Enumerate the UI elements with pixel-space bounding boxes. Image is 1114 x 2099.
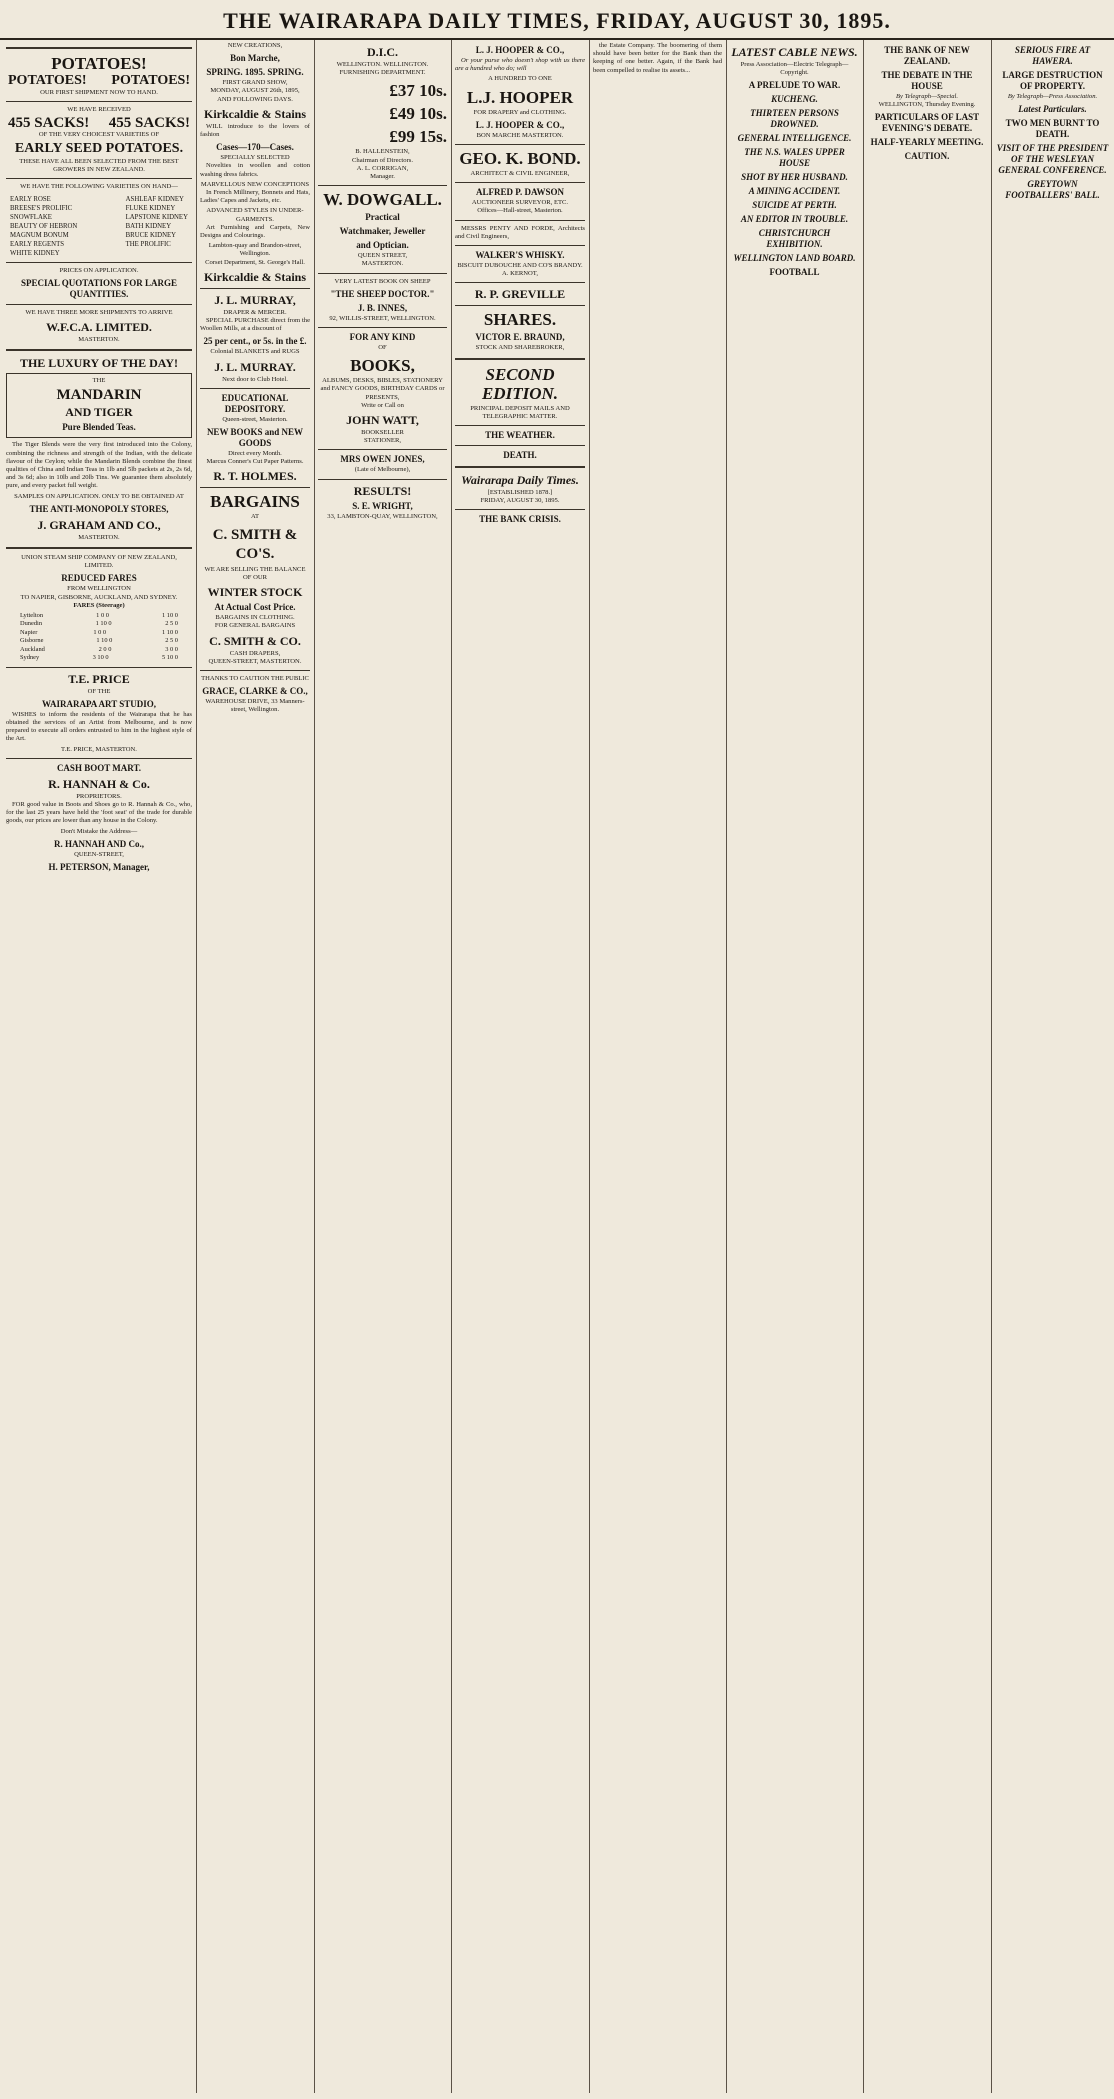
educational: EDUCATIONAL DEPOSITORY. <box>221 392 289 414</box>
wfca-town: MASTERTON. <box>78 336 120 344</box>
fare-port: Gisborne <box>20 637 44 645</box>
column-2 <box>200 42 310 2092</box>
winter: WINTER STOCK <box>207 585 303 600</box>
variety-item: FLUKE KIDNEY <box>125 204 176 212</box>
cashboot: CASH BOOT MART. <box>56 762 142 773</box>
sacks-left: 455 SACKS! <box>8 114 90 131</box>
new-creations: NEW CREATIONS, <box>227 42 283 49</box>
fare-row <box>20 620 178 628</box>
dowgall: W. DOWGALL. <box>323 190 442 210</box>
samples: SAMPLES ON APPLICATION. ONLY TO BE OBTAINED AT <box>14 492 184 500</box>
column-5 <box>593 42 722 2092</box>
sacks-right: 455 SACKS! <box>108 114 190 131</box>
suicide: SUICIDE AT PERTH. <box>752 200 837 211</box>
price-title: T.E. PRICE <box>68 671 130 686</box>
thirteen: THIRTEEN PERSONS DROWNED. <box>750 108 839 130</box>
general: GENERAL INTELLIGENCE. <box>737 133 852 144</box>
prices: PRICES ON APPLICATION. <box>59 266 139 274</box>
choicest: OF THE VERY CHOICEST VARIETIES OF <box>38 130 160 138</box>
queen: QUEEN STREET, <box>357 252 408 260</box>
dic-wel: WELLINGTON. WELLINGTON. <box>336 61 429 68</box>
greytown: GREYTOWN FOOTBALLERS' BALL. <box>1005 179 1100 201</box>
tiger-name: AND TIGER <box>65 405 133 420</box>
weather: THE WEATHER. <box>485 430 555 441</box>
fare-port: Auckland <box>20 645 45 653</box>
queen2: QUEEN-STREET, MASTERTON. <box>208 657 302 665</box>
leather: VERY LATEST BOOK ON SHEEP <box>334 277 431 285</box>
bon-marche: Bon Marche, <box>230 53 280 64</box>
fare-row <box>20 646 178 654</box>
fares-to: TO NAPIER, GISBORNE, AUCKLAND, AND SYDNEY. <box>20 593 178 601</box>
dic-head: D.I.C. <box>366 45 398 59</box>
fare-return: 5 10 0 <box>162 654 178 662</box>
dic-99: £99 15s. <box>389 127 447 147</box>
selling: WE ARE SELLING THE BALANCE OF OUR <box>204 565 306 581</box>
column-1 <box>6 42 192 2092</box>
antimono: THE ANTI-MONOPOLY STORES, <box>29 503 169 514</box>
price-studio: WAIRARAPA ART STUDIO, <box>41 698 157 709</box>
architect: ARCHITECT & CIVIL ENGINEER, <box>470 170 570 178</box>
novelties: Novelties in woollen and cotton washing dress fabrics. <box>200 162 310 178</box>
csmith2: C. SMITH & CO. <box>209 633 301 648</box>
fare-single: 1 10 0 <box>96 637 113 645</box>
fare-return: 1 10 0 <box>162 612 178 620</box>
biscuit: BISCUIT DUBOUCHE AND CO'S BRANDY. <box>457 262 583 270</box>
bank-crisis: THE BANK CRISIS. <box>479 514 561 525</box>
hooper-text: Or your purse who doesn't shop with us there are a hundred who do; will <box>455 57 585 73</box>
walkers: WALKER'S WHISKY. <box>475 250 565 261</box>
price-text: WISHES to inform the residents of the Wairarapa that he has obtained the services of an Artist from Melbourne, and is now prepared to execute all orders entrusted to him in the highest style of the Art. <box>6 710 192 743</box>
variety-item: ASHLEAF KIDNEY <box>125 195 184 203</box>
write: Write or Call on <box>361 401 404 409</box>
fare-return: 2 5 0 <box>165 620 178 628</box>
selected: SPECIALLY SELECTED <box>220 154 290 162</box>
greville: R. P. GREVILLE <box>474 287 566 302</box>
kirk-text: WILL introduce to the lovers of fashion <box>200 122 310 139</box>
mining: A MINING ACCIDENT. <box>748 186 841 197</box>
potatoes-title: POTATOES! <box>51 54 147 73</box>
innes: J. B. INNES, <box>357 302 408 313</box>
first-grand: FIRST GRAND SHOW, <box>222 79 288 87</box>
books-sub: ALBUMS, DESKS, BIBLES, STATIONERY and FANCY GOODS, BIRTHDAY CARDS or PRESENTS, <box>320 377 445 401</box>
grace-addr: WAREHOUSE DRIVE, 33 Manners-street, Wellington. <box>205 698 305 714</box>
potatoes-left: POTATOES! <box>8 73 87 88</box>
stationer: STATIONER, <box>363 437 402 445</box>
auctioneer: AUCTIONEER SURVEYOR, ETC. <box>471 199 569 207</box>
bookseller: BOOKSELLER <box>361 429 404 437</box>
dawson: ALFRED P. DAWSON <box>476 187 564 198</box>
principal: PRINCIPAL DEPOSIT MAILS AND TELEGRAPHIC MATTER. <box>470 404 570 420</box>
fare-port: Lyttelton <box>20 612 44 620</box>
grown-text: THESE HAVE ALL BEEN SELECTED FROM THE BEST GROWERS IN NEW ZEALAND. <box>19 158 179 174</box>
john-watt: JOHN WATT, <box>346 413 419 428</box>
corrigan: A. L. CORRIGAN, <box>356 164 409 172</box>
fares-table <box>20 612 178 662</box>
column-divider <box>196 40 197 2093</box>
offices: Offices—Hall-street, Masterton. <box>477 207 563 215</box>
hannah: R. HANNAH & Co. <box>48 776 150 791</box>
in-pk: In French Millinery, Bonnets and Hats, Ladies' Capes and Jackets, etc. <box>200 189 310 205</box>
optician: and Optician. <box>356 240 409 251</box>
column-divider <box>863 40 864 2093</box>
fare-row <box>20 654 178 662</box>
column-divider <box>991 40 992 2093</box>
practical: Practical <box>365 212 400 223</box>
second-edition: SECOND EDITION. <box>481 364 559 403</box>
special-purchase: SPECIAL PURCHASE direct from the Woollen Mills, at a discount of <box>200 317 310 333</box>
all-bargains: BARGAINS IN CLOTHING. <box>215 614 295 622</box>
dic-37: £37 10s. <box>389 81 447 101</box>
watchmaker: Watchmaker, Jeweller <box>339 226 426 237</box>
potatoes-sub: OUR FIRST SHIPMENT NOW TO HAND. <box>40 89 158 97</box>
cases: Cases—170—Cases. <box>216 142 294 153</box>
fire: SERIOUS FIRE AT HAWERA. <box>1014 45 1091 66</box>
kernot: A. KERNOT, <box>502 270 538 278</box>
new-books: NEW BOOKS and NEW GOODS <box>206 427 304 449</box>
draper: DRAPER & MERCER. <box>223 308 287 316</box>
column-6 <box>730 42 859 2092</box>
fares-from: FROM WELLINGTON <box>67 585 131 593</box>
sacks-row <box>8 114 190 131</box>
at: AT <box>250 513 260 521</box>
death: DEATH. <box>503 450 537 461</box>
fare-port: Sydney <box>20 654 40 662</box>
advanced: ADVANCED STYLES IN UNDER-GARMENTS. <box>206 207 304 223</box>
mandarin-text: The Tiger Blends were the very first introduced into the Colony, combining the richness and strength of the Indian, with the delicate flavour of the Ceylon; while the Mandarin Blends combine the finest qualities of China and Indian Teas in 1lb and 5lb packets at 2s, 2s 6d, and 3s 6d; also in 10lb and 20lb Tins. We guarantee them absolutely pure, and every packet full weight. <box>6 441 192 490</box>
for-any: FOR ANY KIND <box>349 332 416 343</box>
column-divider <box>451 40 452 2093</box>
marvellous: MARVELLOUS NEW CONCEPTIONS <box>200 180 310 188</box>
owen-sub: (Late of Melbourne), <box>354 466 411 474</box>
masterton: MASTERTON. <box>361 260 404 268</box>
for-drapery: FOR DRAPERY and CLOTHING. <box>473 108 567 116</box>
special: By Telegraph—Special. <box>895 93 959 100</box>
established: [ESTABLISHED 1878.] <box>487 489 553 497</box>
hallenstein: B. HALLENSTEIN, <box>355 148 410 156</box>
variety-item: BATH KIDNEY <box>125 222 172 230</box>
drapers-wellington: Lambton-quay and Brandon-street, Wellington. <box>208 242 302 258</box>
holmes: R. T. HOLMES. <box>213 469 297 484</box>
variety-item: MAGNUM BONUM <box>10 231 69 239</box>
hooper3: L. J. HOOPER & CO., <box>475 119 565 130</box>
thanks: THANKS TO CAUTION THE PUBLIC <box>201 674 309 682</box>
fare-return: 3 0 0 <box>165 645 178 653</box>
fare-row <box>20 612 178 620</box>
furnishing: FURNISHING DEPARTMENT. <box>339 69 426 77</box>
fares-table-title: FARES (Steerage) <box>73 601 125 609</box>
early-seed-heading: EARLY SEED POTATOES. <box>14 141 184 157</box>
masthead-title: THE WAIRARAPA DAILY TIMES, FRIDAY, AUGUST 30, 1895. <box>223 8 891 33</box>
murray: J. L. MURRAY, <box>214 292 296 307</box>
queen-st: Queen-street, Masterton. <box>222 415 288 423</box>
manager: Manager. <box>370 173 395 181</box>
next-door: Next door to Club Hotel. <box>222 375 288 383</box>
variety-item: LAPSTONE KIDNEY <box>125 213 188 221</box>
received: WE HAVE RECEIVED <box>67 106 131 114</box>
variety-item: BREESE'S PROLIFIC <box>10 204 73 212</box>
victor: VICTOR E. BRAUND, <box>475 332 565 343</box>
wdt: Wairarapa Daily Times. <box>461 473 579 488</box>
mandarin-name: MANDARIN <box>56 387 142 404</box>
wellington-land: WELLINGTON LAND BOARD. <box>733 253 856 264</box>
three-more: WE HAVE THREE MORE SHIPMENTS TO ARRIVE <box>25 308 173 316</box>
mandarin-sub: Pure Blended Teas. <box>62 422 136 433</box>
fare-row <box>20 629 178 637</box>
variety-item: BEAUTY OF HEBRON <box>10 222 78 230</box>
dic-49: £49 10s. <box>389 104 447 124</box>
murray2: J. L. MURRAY. <box>214 359 296 374</box>
football: FOOTBALL <box>769 267 820 278</box>
variety-item: SNOWFLAKE <box>10 213 52 221</box>
column-7 <box>867 42 987 2092</box>
marcus: Marcus Conner's Cut Paper Patterns. <box>206 458 304 466</box>
visit: VISIT OF THE PRESIDENT OF THE WESLEYAN GENERAL CONFERENCE. <box>996 143 1109 176</box>
sheep-doctor: "THE SHEEP DOCTOR." <box>330 288 435 299</box>
fare-return: 2 5 0 <box>165 637 178 645</box>
varieties-left <box>10 195 77 258</box>
varieties-right <box>126 195 188 258</box>
steam-head: UNION STEAM SHIP COMPANY OF NEW ZEALAND, LIMITED. <box>21 554 177 570</box>
column-divider <box>589 40 590 2093</box>
nsw: THE N.S. WALES UPPER HOUSE <box>744 147 845 169</box>
fare-port: Napier <box>20 628 38 636</box>
potatoes-row <box>8 73 190 88</box>
chairman: Chairman of Directors. <box>352 156 413 164</box>
fare-row <box>20 637 178 645</box>
column-divider <box>314 40 315 2093</box>
penty: MESSRS PENTY AND FORDE, Architects and Civil Engineers, <box>455 224 585 240</box>
of: OF <box>378 344 387 352</box>
caution: CAUTION. <box>904 151 950 162</box>
christchurch: CHRISTCHURCH EXHIBITION. <box>758 228 831 250</box>
hooper2: L.J. HOOPER <box>466 87 574 107</box>
csmith: C. SMITH & CO'S. <box>212 526 298 562</box>
sharebroker: STOCK AND SHAREBROKER, <box>475 344 565 352</box>
bargains: BARGAINS <box>210 492 300 512</box>
mandarin-the: THE <box>92 377 106 385</box>
cable-sub: Press Association—Electric Telegraph—Copyright. <box>740 61 849 77</box>
column-4 <box>455 42 585 2092</box>
debate: THE DEBATE IN THE HOUSE <box>881 70 973 91</box>
srwright-addr: 33, LAMBTON-QUAY, WELLINGTON, <box>327 512 438 520</box>
reduced-fares: REDUCED FARES <box>61 573 137 584</box>
actual: At Actual Cost Price. <box>214 602 296 613</box>
kirk2: Kirkcaldie & Stains <box>203 269 306 284</box>
fare-single: 1 0 0 <box>96 612 109 620</box>
discount: 25 per cent., or 5s. in the £. <box>203 336 307 347</box>
books: BOOKS, <box>350 356 415 376</box>
fare-single: 1 10 0 <box>95 620 112 628</box>
shot: SHOT BY HER HUSBAND. <box>741 172 848 183</box>
parting: PARTICULARS OF LAST EVENING'S DEBATE. <box>874 112 980 134</box>
cash-drapers: CASH DRAPERS, <box>229 649 281 657</box>
fare-single: 1 0 0 <box>93 628 107 636</box>
press-assoc: By Telegraph—Press Association. <box>1007 93 1098 100</box>
varieties-list <box>10 195 188 258</box>
prelude: A PRELUDE TO WAR. <box>748 80 841 91</box>
fare-port: Dunedin <box>20 620 43 628</box>
column-divider <box>726 40 727 2093</box>
corner: Corset Department, St. George's Hall. <box>205 258 305 266</box>
date: FRIDAY, AUGUST 30, 1895. <box>480 497 560 505</box>
varieties-head: WE HAVE THE FOLLOWING VARIETIES ON HAND— <box>20 183 178 191</box>
spring: SPRING. 1895. SPRING. <box>206 67 304 78</box>
luxury-heading: THE LUXURY OF THE DAY! <box>19 356 179 371</box>
graham: J. GRAHAM AND CO., <box>37 517 161 532</box>
following: AND FOLLOWING DAYS. <box>217 95 293 103</box>
peterson: H. PETERSON, Manager, <box>48 861 150 872</box>
wellington-thu: WELLINGTON, Thursday Evening. <box>878 101 976 109</box>
column-3 <box>318 42 447 2092</box>
nz-head: THE BANK OF NEW ZEALAND. <box>884 45 970 66</box>
for-cash: FOR GENERAL BARGAINS <box>214 622 296 630</box>
fare-single: 2 0 0 <box>98 645 112 653</box>
kirk: Kirkcaldie & Stains <box>203 106 306 121</box>
kuchens: KUCHENG. <box>771 94 818 105</box>
latest: Latest Particulars. <box>1018 104 1087 115</box>
owen: MRS OWEN JONES, <box>340 454 425 465</box>
innes-addr: 92, WILLIS-STREET, WELLINGTON. <box>329 314 436 322</box>
fare-return: 1 10 0 <box>162 628 178 636</box>
opened: Direct every Month. <box>228 450 282 458</box>
results: RESULTS! <box>353 483 412 498</box>
large: LARGE DESTRUCTION OF PROPERTY. <box>1002 70 1103 91</box>
hooper-head: L. J. HOOPER & CO., <box>475 45 565 55</box>
fare-single: 3 10 0 <box>92 654 109 662</box>
grace: GRACE, CLARKE & CO., <box>202 686 308 697</box>
hannah-text: FOR good value in Boots and Shoes go to R. Hannah & Co., who, for the last 25 years have held the 'foot seat' of the trade for durable goods, our prices are lower than any house in the Colony. <box>6 800 192 825</box>
variety-item: THE PROLIFIC <box>125 240 171 248</box>
variety-item: EARLY REGENTS <box>10 240 65 248</box>
col5-text: the Estate Company. The boomering of them should have been better for the Bank than the keeping of one better. Again, if the Bank had been compelled to realise its assets... <box>593 42 722 74</box>
art: Art Furnishing and Carpets, New Designs and Colourings. <box>200 223 310 240</box>
monday: MONDAY, AUGUST 26th, 1895, <box>210 87 300 95</box>
hannah-close: Don't Mistake the Address— <box>60 827 138 835</box>
special-quotations: SPECIAL QUOTATIONS FOR LARGE QUANTITIES. <box>21 277 177 299</box>
bond: GEO. K. BOND. <box>459 149 581 169</box>
masthead <box>0 0 1114 40</box>
potatoes-right: POTATOES! <box>111 73 190 88</box>
hannah-addr: R. HANNAH AND Co., <box>54 838 144 849</box>
editor: AN EDITOR IN TROUBLE. <box>740 214 849 225</box>
graham-town: MASTERTON. <box>78 533 120 541</box>
hundred: A HUNDRED TO ONE <box>488 75 552 83</box>
bon-marche: BON MARCHE MASTERTON. <box>476 131 564 139</box>
price-sign: T.E. PRICE, MASTERTON. <box>61 745 137 753</box>
srwright: S. E. WRIGHT, <box>352 500 413 511</box>
price-of: OF THE <box>87 687 111 695</box>
hannah-sub: PROPRIETORS. <box>76 792 122 800</box>
two-men: TWO MEN BURNT TO DEATH. <box>1005 118 1100 140</box>
hannah-queen: QUEEN-STREET, <box>74 850 124 858</box>
colonial: Colonial BLANKETS and RUGS <box>210 348 300 356</box>
mandarin-ad <box>6 373 192 438</box>
shares: SHARES. <box>483 310 557 330</box>
variety-item: EARLY ROSE <box>10 195 51 203</box>
wfca: W.F.C.A. LIMITED. <box>46 320 152 335</box>
column-8 <box>995 42 1110 2092</box>
variety-item: WHITE KIDNEY <box>10 249 60 257</box>
half-yearly: HALF-YEARLY MEETING. <box>870 137 984 148</box>
latest-cable: LATEST CABLE NEWS. <box>731 45 858 59</box>
variety-item: BRUCE KIDNEY <box>125 231 177 239</box>
